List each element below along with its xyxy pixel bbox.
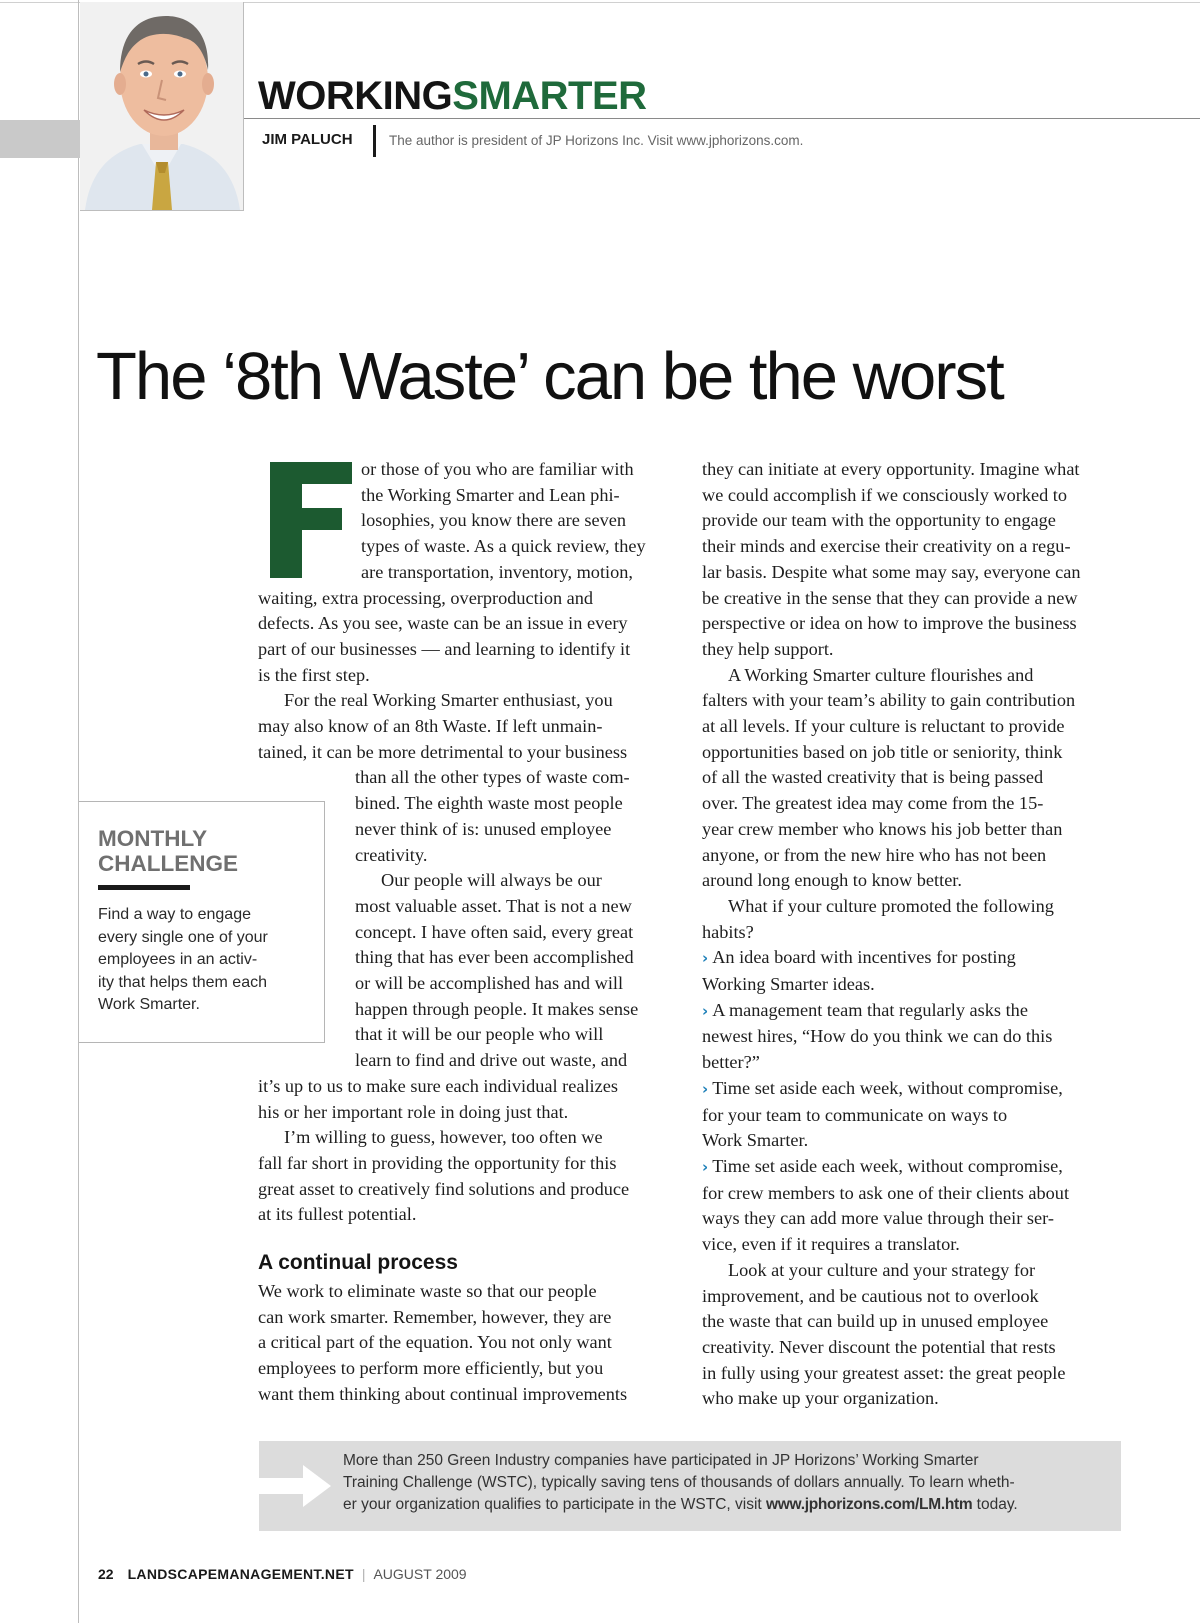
text-line: creativity.	[355, 844, 428, 865]
sidebar-title-line: MONTHLY	[98, 826, 208, 851]
text-line: are transportation, inventory, motion,	[361, 561, 633, 582]
text-line: better?”	[702, 1052, 760, 1073]
text-line: their minds and exercise their creativity on a regu-	[702, 536, 1071, 557]
text-line: Look at your culture and your strategy for	[728, 1259, 1036, 1280]
text-line: falters with your team’s ability to gain contribution	[702, 690, 1076, 711]
text-line: is the first step.	[258, 664, 370, 685]
sidebar-line: every single one of your	[98, 928, 268, 946]
text-line: may also know of an 8th Waste. If left unmain-	[258, 716, 603, 737]
text-line: types of waste. As a quick review, they	[361, 536, 646, 557]
sidebar-title-line: CHALLENGE	[98, 851, 238, 876]
promo-line-text: today.	[972, 1496, 1018, 1513]
sidebar-line: Find a way to engage	[98, 906, 251, 923]
text-line: Time set aside each week, without compromise,	[712, 1077, 1063, 1098]
text-line: the waste that can build up in unused employee	[702, 1311, 1049, 1332]
text-line: defects. As you see, waste can be an issue in every	[258, 613, 628, 634]
header-rule	[243, 118, 1200, 119]
text-line: learn to find and drive out waste, and	[355, 1050, 628, 1071]
text-line: I’m willing to guess, however, too often we	[284, 1127, 603, 1148]
text-line: lar basis. Despite what some may say, everyone can	[702, 561, 1081, 582]
text-line: ways they can add more value through their ser-	[702, 1208, 1054, 1229]
text-line: for crew members to ask one of their clients about	[702, 1182, 1070, 1203]
text-line: What if your culture promoted the following	[728, 895, 1054, 916]
promo-line	[343, 1494, 1113, 1516]
col1-bottom-lines	[258, 1074, 676, 1228]
col2-lines	[702, 457, 1142, 1412]
section-subhead: A continual process	[258, 1251, 458, 1274]
publication-site: LANDSCAPEMANAGEMENT.NET	[127, 1566, 354, 1582]
text-line: improvement, and be cautious not to overlook	[702, 1285, 1039, 1306]
author-photo-illustration	[80, 2, 243, 210]
text-line: newest hires, “How do you think we can do this	[702, 1026, 1053, 1047]
text-line: of all the wasted creativity that is being passed	[702, 767, 1044, 788]
text-line: Work Smarter.	[702, 1130, 809, 1151]
author-name: JIM PALUCH	[262, 131, 353, 148]
author-portrait	[80, 2, 244, 211]
text-line: perspective or idea on how to improve the business	[702, 613, 1077, 634]
header-gray-band	[0, 120, 80, 158]
bullet-line	[702, 1154, 1142, 1181]
text-line: than all the other types of waste com-	[355, 767, 630, 788]
drop-cap-letter	[270, 462, 352, 578]
text-line: creativity. Never discount the potential that rests	[702, 1336, 1056, 1357]
text-line: We work to eliminate waste so that our people	[258, 1281, 597, 1301]
text-line: a critical part of the equation. You not only want	[258, 1332, 612, 1353]
arrow-right-icon	[259, 1463, 333, 1509]
text-line: for your team to communicate on ways to	[702, 1104, 1008, 1125]
text-line: Time set aside each week, without compromise,	[712, 1155, 1063, 1176]
bullet-line	[702, 1076, 1142, 1103]
text-line: provide our team with the opportunity to engage	[702, 510, 1056, 531]
text-line: A Working Smarter culture flourishes and	[728, 664, 1034, 685]
col1-narrow-lines	[355, 765, 676, 1073]
text-line: Working Smarter ideas.	[702, 974, 875, 995]
bullet-line	[702, 945, 1142, 972]
text-line: part of our businesses — and learning to identify it	[258, 638, 631, 659]
text-line: we could accomplish if we consciously worked to	[702, 484, 1068, 505]
column-name	[258, 76, 647, 116]
col1-mid-lines	[258, 586, 676, 766]
bullet-chevron-icon: ›	[702, 1079, 709, 1098]
bullet-chevron-icon: ›	[702, 1001, 709, 1020]
author-divider	[373, 125, 376, 157]
text-line: Our people will always be our	[381, 870, 602, 891]
text-line: can work smarter. Remember, however, they are	[258, 1306, 612, 1327]
text-line: thing that has ever been accomplished	[355, 947, 634, 968]
text-line: For the real Working Smarter enthusiast, you	[284, 690, 613, 711]
text-line: who make up your organization.	[702, 1388, 939, 1409]
text-line: in fully using your greatest asset: the great people	[702, 1362, 1066, 1383]
bullet-chevron-icon: ›	[702, 949, 709, 968]
col1-after-subhead	[258, 1279, 676, 1408]
text-line: they can initiate at every opportunity. Imagine what	[702, 459, 1080, 479]
sidebar-body	[98, 904, 298, 1017]
sidebar-title	[98, 826, 318, 876]
text-line: want them thinking about continual improvements	[258, 1383, 628, 1404]
text-line: or will be accomplished has and will	[355, 973, 624, 994]
promo-line: More than 250 Green Industry companies have participated in JP Horizons’ Working Smarter	[343, 1452, 979, 1469]
text-line: anyone, or from the new hire who has not been	[702, 844, 1047, 865]
author-note: The author is president of JP Horizons Inc. Visit www.jphorizons.com.	[389, 133, 804, 148]
text-line: his or her important role in doing just that.	[258, 1101, 569, 1122]
promo-text	[343, 1450, 1113, 1516]
text-line: employees to perform more efficiently, but you	[258, 1358, 604, 1379]
col1-top-lines	[361, 457, 676, 586]
article-headline: The ‘8th Waste’ can be the worst	[96, 339, 1003, 414]
text-line: waiting, extra processing, overproduction and	[258, 587, 594, 608]
footer-separator: |	[361, 1566, 366, 1582]
text-line: vice, even if it requires a translator.	[702, 1234, 960, 1255]
text-line: opportunities based on job title or seniority, think	[702, 741, 1063, 762]
text-line: around long enough to know better.	[702, 870, 962, 891]
text-line: never think of is: unused employee	[355, 818, 612, 839]
text-line: A management team that regularly asks the	[712, 999, 1028, 1020]
page-footer	[98, 1566, 467, 1582]
text-line: An idea board with incentives for posting	[712, 947, 1016, 968]
text-line: or those of you who are familiar with	[361, 459, 634, 479]
column-name-smarter: SMARTER	[452, 74, 647, 118]
text-line: they help support.	[702, 638, 834, 659]
page-number: 22	[98, 1566, 114, 1582]
text-line: it’s up to us to make sure each individual realizes	[258, 1075, 618, 1096]
promo-line: Training Challenge (WSTC), typically saving tens of thousands of dollars annually. To learn wheth-	[343, 1474, 1015, 1491]
sidebar-rule	[98, 885, 190, 890]
text-line: that it will be our people who will	[355, 1024, 604, 1045]
bullet-line	[702, 998, 1142, 1025]
text-line: habits?	[702, 921, 754, 942]
text-line: concept. I have often said, every great	[355, 921, 634, 942]
text-line: the Working Smarter and Lean phi-	[361, 484, 620, 505]
text-line: losophies, you know there are seven	[361, 510, 627, 531]
sidebar-line: ity that helps them each	[98, 973, 267, 991]
text-line: over. The greatest idea may come from the 15-	[702, 793, 1044, 814]
text-line: great asset to creatively find solutions and produce	[258, 1178, 630, 1199]
text-line: at its fullest potential.	[258, 1204, 417, 1225]
promo-line-text: er your organization qualifies to participate in the WSTC, visit	[343, 1496, 766, 1513]
bullet-chevron-icon: ›	[702, 1157, 709, 1176]
text-line: tained, it can be more detrimental to your business	[258, 741, 628, 762]
text-line: happen through people. It makes sense	[355, 998, 639, 1019]
text-line: bined. The eighth waste most people	[355, 793, 623, 814]
text-line: at all levels. If your culture is reluctant to provide	[702, 716, 1065, 737]
issue-date: AUGUST 2009	[373, 1566, 467, 1582]
sidebar-line: Work Smarter.	[98, 996, 200, 1013]
column-name-working: WORKING	[258, 74, 453, 118]
text-line: fall far short in providing the opportunity for this	[258, 1152, 617, 1173]
text-line: most valuable asset. That is not a new	[355, 895, 632, 916]
text-line: year crew member who knows his job better than	[702, 818, 1063, 839]
sidebar-line: employees in an activ-	[98, 951, 258, 968]
promo-link[interactable]: www.jphorizons.com/LM.htm	[766, 1496, 973, 1513]
text-line: be creative in the sense that they can provide a new	[702, 587, 1078, 608]
